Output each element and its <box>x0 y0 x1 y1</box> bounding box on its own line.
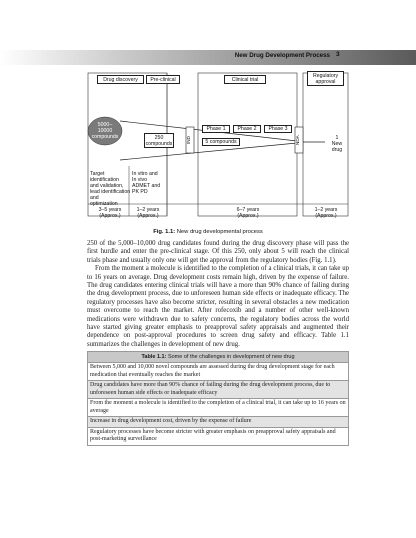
duration-clinical <box>231 207 265 219</box>
table-cell: Increase in drug development cost, driven by the expense of failure <box>88 417 349 428</box>
duration-value: 1–2 years <box>314 207 338 213</box>
stage-regulatory-approval <box>307 71 344 86</box>
phase-1-box: Phase 1 <box>202 125 230 133</box>
discovery-notes <box>90 171 134 207</box>
discovery-note-line: and validation, <box>90 183 124 189</box>
table-cell: Drug candidates have more than 90% chance of failing during the drug development process, due to unforeseen human side effects or inadequate efficacy <box>88 381 349 399</box>
duration-value: 1–2 years <box>136 207 160 213</box>
paragraph-2: From the moment a molecule is identified to the completion of a clinical trials, it can take up to 16 years on average. Drug development costs remain high, driven by the expense of failure. The drug candidates entering clinical trials will have a more than 90% chance of failing during the drug development process, due to unforeseen human side effects or inadequate efficacy. The regulatory processes have also become stricter, resulting in several obstacles a new medication must overcome to reach the market. After rofecoxib and a number of other well-known medications were withdrawn due to safety concerns, the regulatory bodies across the world have started giving greater emphasis to preapproval safety appraisals and augmented their dependence on post-approval procedures to screen drug safety and efficacy. Table 1.1 summarizes the challenges in development of new drug. <box>87 265 349 348</box>
table-cell: Regulatory processes have become stricter with greater emphasis on preapproval safety appraisals and post-marketing surveillance <box>88 427 349 445</box>
stage-clinical-trial: Clinical trial <box>224 75 266 84</box>
stage-drug-discovery: Drug discovery <box>97 75 144 84</box>
duration-discovery <box>95 207 125 219</box>
discovery-note-line: optimization <box>90 201 118 207</box>
stage-preclinical: Pre-clinical <box>146 75 180 84</box>
duration-approx: (Approx.) <box>99 213 121 219</box>
nda-label: NDA <box>295 135 300 145</box>
preclinical-note-line: In vivo <box>132 177 147 183</box>
duration-value: 6–7 years <box>236 207 260 213</box>
discovery-note-line: lead identification <box>90 189 131 195</box>
table-row <box>88 417 349 428</box>
phase-2-box: Phase 2 <box>233 125 261 133</box>
table-caption-text: Some of the challenges in development of new drug <box>166 354 295 360</box>
table-caption-label: Table 1.1: <box>141 354 167 360</box>
new-drug-label <box>327 135 347 153</box>
preclinical-unit: compounds <box>145 141 173 147</box>
preclinical-compounds-box <box>144 133 174 148</box>
duration-value: 3–5 years <box>98 207 122 213</box>
table-row <box>88 363 349 381</box>
preclinical-notes <box>132 171 166 195</box>
table-cell: From the moment a molecule is identified to the completion of a clinical trial, it can take up to 16 years on average <box>88 399 349 417</box>
figure-caption-label: Fig. 1.1: <box>153 229 176 235</box>
regulatory-label-line1: Regulatory <box>312 73 339 79</box>
table-caption <box>88 352 349 363</box>
regulatory-label-line2: approval <box>315 79 336 85</box>
table-cell: Between 5,000 and 10,000 novel compounds are assessed during the drug development stage for each medication that eventually reaches the market <box>88 363 349 381</box>
page-number: 3 <box>336 51 340 58</box>
compounds-start-line2: 10000 <box>97 128 113 134</box>
duration-approx: (Approx.) <box>315 213 337 219</box>
preclinical-note-line: In vitro and <box>132 171 158 177</box>
figure-caption-text: New drug developmental process <box>175 229 263 235</box>
table-row <box>88 399 349 417</box>
new-drug-line2: New <box>331 141 343 147</box>
duration-approx: (Approx.) <box>237 213 259 219</box>
duration-preclinical <box>133 207 163 219</box>
new-drug-count: 1 <box>335 135 339 141</box>
duration-regulatory <box>309 207 343 219</box>
new-drug-line3: drug <box>331 147 343 153</box>
preclinical-note-line: PK PD <box>132 189 148 195</box>
compounds-start-label <box>88 122 122 140</box>
five-compounds-box: 5 compounds <box>202 138 240 146</box>
compounds-start-line3: compounds <box>91 134 119 140</box>
challenges-table <box>87 351 349 446</box>
table-row <box>88 427 349 445</box>
body-text <box>87 240 349 349</box>
preclinical-note-line: ADMET and <box>132 183 161 189</box>
ind-label: IND <box>186 136 191 144</box>
table-row <box>88 381 349 399</box>
discovery-note-line: Target identification <box>90 171 119 183</box>
duration-approx: (Approx.) <box>137 213 159 219</box>
discovery-note-line: and <box>90 195 99 201</box>
paragraph-1: 250 of the 5,000–10,000 drug candidates found during the drug discovery phase will pass the first hurdle and enter the pre-clinical stage. Of this 250, only about 5 will reach the clinical trials phase and usually only one will get the approval from the regulatory bodies (Fig. 1.1). <box>87 240 349 264</box>
phase-3-box: Phase 3 <box>264 125 292 133</box>
figure-drug-development <box>87 67 349 224</box>
running-header-title: New Drug Development Process <box>234 52 330 59</box>
preclinical-count: 250 <box>154 135 164 141</box>
compounds-start-line1: 5000– <box>97 122 113 128</box>
figure-caption <box>0 229 416 235</box>
